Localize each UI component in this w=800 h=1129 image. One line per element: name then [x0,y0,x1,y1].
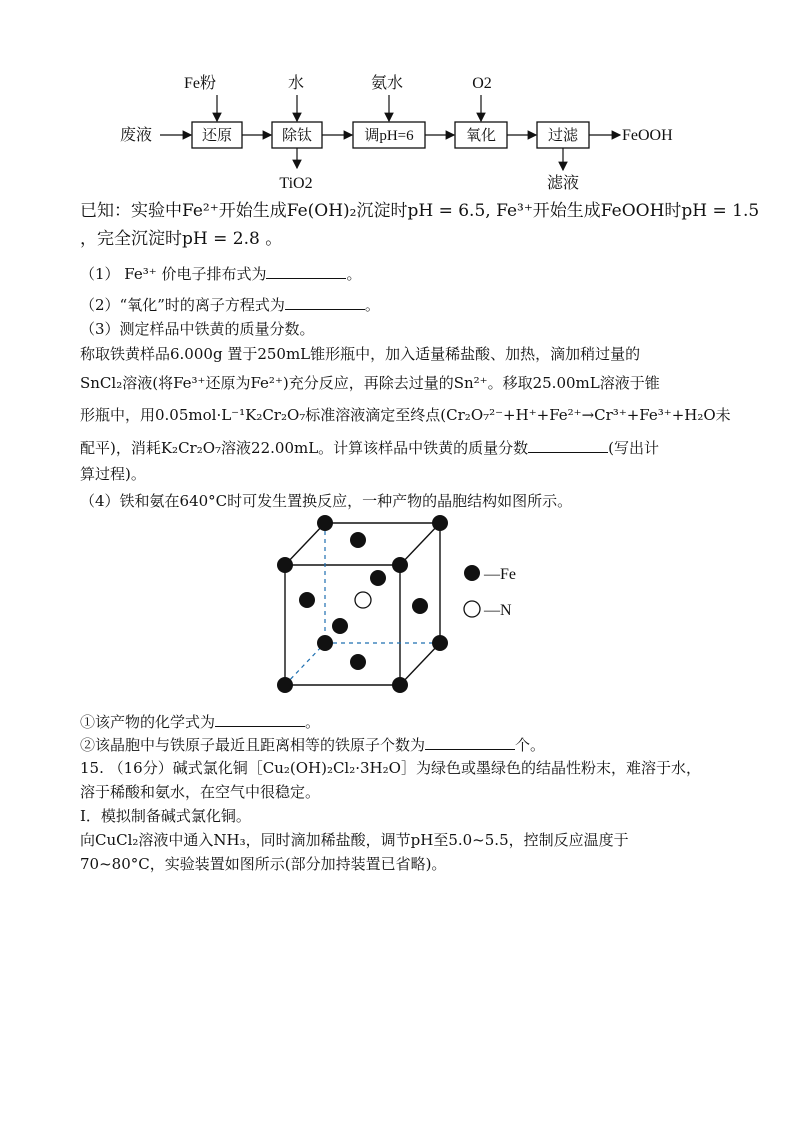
question-15-line-1: 15. （16分）碱式氯化铜［Cu₂(OH)₂Cl₂·3H₂O］为绿色或墨绿色的结晶性粉末，难溶于水， [80,759,701,777]
answer-blank-1[interactable] [266,262,346,279]
sub-question-1 [80,710,320,733]
answer-blank-3[interactable] [528,436,608,453]
paragraph-line-4-text: 配平)，消耗K₂Cr₂O₇溶液22.00mL。计算该样品中铁黄的质量分数 [80,439,529,457]
paragraph-line-1: 称取铁黄样品6.000g 置于250mL锥形瓶中，加入适量稀盐酸、加热，滴加稍过量的 [80,345,641,363]
question-1 [80,262,362,285]
known-line-1: 已知：实验中Fe²⁺开始生成Fe(OH)₂沉淀时pH = 6.5, Fe³⁺开始生成FeOOH时pH = 1.5 [80,201,760,221]
step-reduce: 还原 [201,128,233,144]
input-fe-powder: Fe粉 [183,75,217,92]
fe-atom [392,557,408,573]
fe-atom [317,635,333,651]
answer-blank-2[interactable] [285,293,365,310]
answer-blank-4[interactable] [215,710,305,727]
process-flow-diagram [110,70,710,200]
paragraph-line-4 [80,436,659,459]
question-2 [80,293,380,316]
byproduct-tio2: TiO2 [279,175,313,192]
section-1-heading: Ⅰ．模拟制备碱式氯化铜。 [80,807,251,825]
description-line-1: 向CuCl₂溶液中通入NH₃，同时滴加稀盐酸，调节pH至5.0~5.5，控制反应温度于 [80,831,629,849]
fe-atom [370,570,386,586]
step-remove-ti: 除钛 [281,128,313,144]
fe-atom [432,515,448,531]
description-line-2: 70~80°C，实验装置如图所示(部分加持装置已省略)。 [80,855,447,873]
sub-question-2-text: ②该晶胞中与铁原子最近且距离相等的铁原子个数为 [80,736,426,754]
legend-fe-label: —Fe [484,566,516,583]
fe-atom [350,654,366,670]
fe-atom [332,618,348,634]
fe-atom [392,677,408,693]
paragraph-line-5: 算过程)。 [80,465,146,483]
sub-question-1-text: ①该产物的化学式为 [80,713,216,731]
question-3: （3）测定样品中铁黄的质量分数。 [80,320,315,338]
legend-fe-icon [464,565,480,581]
input-oxygen: O2 [472,75,492,92]
answer-blank-5[interactable] [425,733,515,750]
crystal-cell-diagram [270,510,570,710]
fe-atom [277,557,293,573]
question-1-end: 。 [346,265,362,283]
fe-atom [277,677,293,693]
question-2-text: （2）“氧化”时的离子方程式为 [80,296,285,314]
sub-question-2-end: 个。 [515,736,546,754]
byproduct-filtrate: 滤液 [546,175,580,192]
fe-atom [350,532,366,548]
paragraph-line-2: SnCl₂溶液(将Fe³⁺还原为Fe²⁺)充分反应，再除去过量的Sn²⁺。移取25.00mL溶液于锥 [80,374,660,392]
paragraph-line-3: 形瓶中，用0.05mol·L⁻¹K₂Cr₂O₇标准溶液滴定至终点(Cr₂O₇²⁻+H⁺+Fe²⁺→Cr³⁺+Fe³⁺+H₂O未 [80,406,731,424]
question-15-line-2: 溶于稀酸和氨水，在空气中很稳定。 [80,783,321,801]
input-water: 水 [287,75,305,92]
sub-question-2 [80,733,545,756]
flow-start-label: 废液 [120,127,153,144]
step-filter: 过滤 [547,128,579,144]
legend-n-icon [464,601,480,617]
sub-question-1-end: 。 [305,713,321,731]
fe-atom [432,635,448,651]
fe-atom [299,592,315,608]
paragraph-line-4-end: (写出计 [608,439,660,457]
step-oxidize: 氧化 [465,128,497,144]
question-1-text: （1） Fe³⁺ 价电子排布式为 [80,265,267,283]
step-adjust-ph: 调pH=6 [364,128,414,144]
n-atom [355,592,371,608]
flow-product-label: FeOOH [622,127,673,144]
fe-atom [412,598,428,614]
question-2-end: 。 [364,296,380,314]
legend-n-label: —N [484,602,512,619]
input-ammonia: 氨水 [370,75,404,92]
known-line-2: ，完全沉淀时pH = 2.8 。 [80,229,283,249]
question-4: （4）铁和氨在640°C时可发生置换反应，一种产物的晶胞结构如图所示。 [80,492,573,510]
fe-atom [317,515,333,531]
